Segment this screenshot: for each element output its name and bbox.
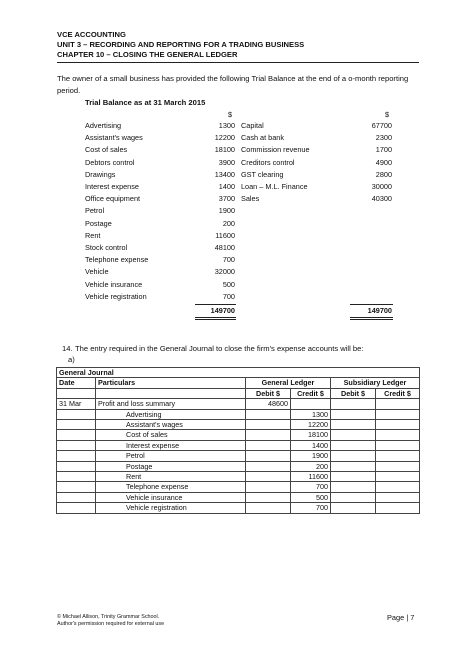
credit-account-name: Creditors control [241,157,295,167]
debit-account-name: Vehicle registration [85,291,147,301]
debit-account-name: Rent [85,230,101,240]
journal-gl-credit-cell: 700 [291,503,331,513]
journal-sl-credit-cell [376,420,420,430]
credit-account-amount: 1700 [375,145,392,155]
particulars-subheader-blank [96,388,246,398]
debit-account-name: Interest expense [85,182,139,191]
page-number: Page | 7 [387,613,415,622]
total-rule-right [350,304,393,305]
journal-gl-credit-cell: 11600 [291,472,331,482]
journal-particulars-cell: Assistant's wages [96,420,246,430]
journal-gl-debit-cell: 48600 [246,399,291,409]
debit-account-name: Telephone expense [85,255,149,265]
debit-account-name: Petrol [85,206,105,216]
credit-account-amount: 30000 [371,182,392,191]
journal-gl-debit-cell [246,430,291,440]
question-part: a) [68,355,75,364]
journal-sl-credit-cell [376,482,420,492]
intro-paragraph: The owner of a small business has provided the following Trial Balance at the end of a o-month reporting period. [57,74,409,95]
journal-row [57,399,420,409]
journal-row [57,503,420,513]
journal-sl-credit-cell [376,409,420,419]
credit-account-amount: 40300 [371,194,392,204]
double-rule-left [195,317,236,320]
general-journal-table [56,367,420,514]
gl-credit-header: Credit $ [291,388,331,398]
credit-account-amount: 4900 [375,157,392,167]
journal-row [57,440,420,450]
credit-account-amount: 2300 [375,133,392,143]
journal-title-row [57,368,420,378]
footer-copyright: © Michael Allison, Trinity Grammar School. [57,614,160,620]
journal-title: General Journal [57,368,420,378]
question-text: The entry required in the General Journal to close the firm's expense accounts will be: [75,344,364,353]
credit-account-amount: 67700 [371,121,392,130]
journal-row [57,482,420,492]
journal-date-cell [57,492,96,502]
credit-account-name: Capital [241,121,264,130]
journal-sl-credit-cell [376,461,420,471]
debit-account-name: Vehicle insurance [85,279,143,289]
debit-account-amount: 3700 [218,194,235,204]
journal-date-cell [57,409,96,419]
journal-sl-credit-cell [376,472,420,482]
journal-gl-credit-cell [291,399,331,409]
journal-sl-credit-cell [376,503,420,513]
general-ledger-header: General Ledger [246,378,331,388]
journal-sl-debit-cell [331,409,376,419]
doc-header-subject: VCE ACCOUNTING [57,30,126,39]
doc-header-chapter: CHAPTER 10 – CLOSING THE GENERAL LEDGER [57,50,238,59]
debit-account-name: Advertising [85,121,122,130]
journal-sl-debit-cell [331,399,376,409]
journal-particulars-cell: Telephone expense [96,482,246,492]
journal-sl-debit-cell [331,461,376,471]
debit-account-amount: 3900 [218,157,235,167]
gl-debit-header: Debit $ [246,388,291,398]
journal-sl-credit-cell [376,492,420,502]
debit-account-amount: 12200 [214,133,235,143]
journal-gl-debit-cell [246,472,291,482]
debit-account-name: Assistant's wages [85,133,143,143]
trial-balance-total-right: 149700 [367,306,392,315]
journal-sl-credit-cell [376,440,420,450]
debit-account-amount: 32000 [214,267,235,277]
journal-particulars-cell: Vehicle registration [96,503,246,513]
debit-account-amount: 700 [222,255,235,265]
debit-account-amount: 700 [222,291,235,301]
date-subheader-blank [57,388,96,398]
journal-row [57,472,420,482]
journal-date-cell [57,420,96,430]
journal-gl-debit-cell [246,503,291,513]
journal-row [57,461,420,471]
sl-debit-header: Debit $ [331,388,376,398]
question-number: 14. [62,344,73,353]
total-rule-left [195,304,236,305]
debit-account-amount: 1400 [218,182,235,191]
journal-row [57,451,420,461]
journal-gl-credit-cell: 500 [291,492,331,502]
journal-row [57,420,420,430]
debit-account-name: Debtors control [85,157,135,167]
journal-sl-debit-cell [331,430,376,440]
journal-gl-debit-cell [246,409,291,419]
trial-balance-title: Trial Balance as at 31 March 2015 [85,98,206,107]
journal-row [57,430,420,440]
debit-account-amount: 11600 [215,230,235,240]
header-rule [57,62,419,63]
journal-sl-debit-cell [331,472,376,482]
journal-gl-debit-cell [246,482,291,492]
debit-account-name: Postage [85,218,112,228]
debit-account-name: Office equipment [85,194,141,204]
footer-permission: Author's permission required for external use [57,621,165,627]
credit-account-name: Cash at bank [241,133,284,143]
journal-row [57,492,420,502]
debit-account-amount: 13400 [214,169,235,179]
journal-subheader-row [57,388,420,398]
journal-sl-credit-cell [376,399,420,409]
journal-gl-credit-cell: 1900 [291,451,331,461]
journal-particulars-cell: Cost of sales [96,430,246,440]
credit-account-name: GST clearing [241,169,284,179]
debit-account-amount: 500 [222,279,235,289]
credit-account-amount: 2800 [375,169,392,179]
journal-date-cell [57,451,96,461]
journal-sl-debit-cell [331,420,376,430]
journal-sl-debit-cell [331,492,376,502]
journal-date-cell [57,440,96,450]
debit-account-amount: 48100 [214,243,235,252]
journal-date-cell [57,461,96,471]
journal-gl-credit-cell: 1300 [291,409,331,419]
journal-date-cell: 31 Mar [57,399,96,409]
credit-account-name: Loan – M.L. Finance [241,182,308,191]
journal-date-cell [57,503,96,513]
double-rule-right [350,317,393,320]
journal-particulars-cell: Interest expense [96,440,246,450]
journal-particulars-cell: Rent [96,472,246,482]
debit-account-amount: 200 [222,218,235,228]
journal-gl-debit-cell [246,461,291,471]
particulars-header: Particulars [96,378,246,388]
journal-row [57,409,420,419]
journal-date-cell [57,472,96,482]
journal-gl-debit-cell [246,440,291,450]
currency-left-label: $ [228,110,233,119]
journal-date-cell [57,482,96,492]
journal-particulars-cell: Petrol [96,451,246,461]
journal-gl-debit-cell [246,492,291,502]
debit-account-name: Cost of sales [85,145,128,155]
journal-sl-debit-cell [331,482,376,492]
debit-account-name: Drawings [85,169,116,179]
doc-header-unit: UNIT 3 – RECORDING AND REPORTING FOR A TRADING BUSINESS [57,40,305,49]
journal-particulars-cell: Advertising [96,409,246,419]
journal-gl-credit-cell: 200 [291,461,331,471]
journal-particulars-cell: Profit and loss summary [96,399,246,409]
journal-sl-debit-cell [331,503,376,513]
debit-account-name: Vehicle [85,267,109,277]
debit-account-name: Stock control [85,243,128,252]
journal-sl-debit-cell [331,451,376,461]
journal-gl-credit-cell: 700 [291,482,331,492]
debit-account-amount: 18100 [214,145,235,155]
journal-gl-credit-cell: 12200 [291,420,331,430]
date-header: Date [57,378,96,388]
currency-right-label: $ [385,110,390,119]
debit-account-amount: 1900 [218,206,235,216]
journal-particulars-cell: Postage [96,461,246,471]
journal-date-cell [57,430,96,440]
trial-balance-total-left: 149700 [210,306,235,315]
journal-sl-credit-cell [376,430,420,440]
credit-account-name: Sales [241,194,260,204]
journal-sl-credit-cell [376,451,420,461]
subsidiary-ledger-header: Subsidiary Ledger [331,378,420,388]
journal-gl-credit-cell: 18100 [291,430,331,440]
credit-account-name: Commission revenue [241,145,310,155]
journal-gl-credit-cell: 1400 [291,440,331,450]
debit-account-amount: 1300 [218,121,235,130]
journal-gl-debit-cell [246,451,291,461]
sl-credit-header: Credit $ [376,388,420,398]
journal-particulars-cell: Vehicle insurance [96,492,246,502]
journal-header-row [57,378,420,388]
journal-sl-debit-cell [331,440,376,450]
journal-gl-debit-cell [246,420,291,430]
